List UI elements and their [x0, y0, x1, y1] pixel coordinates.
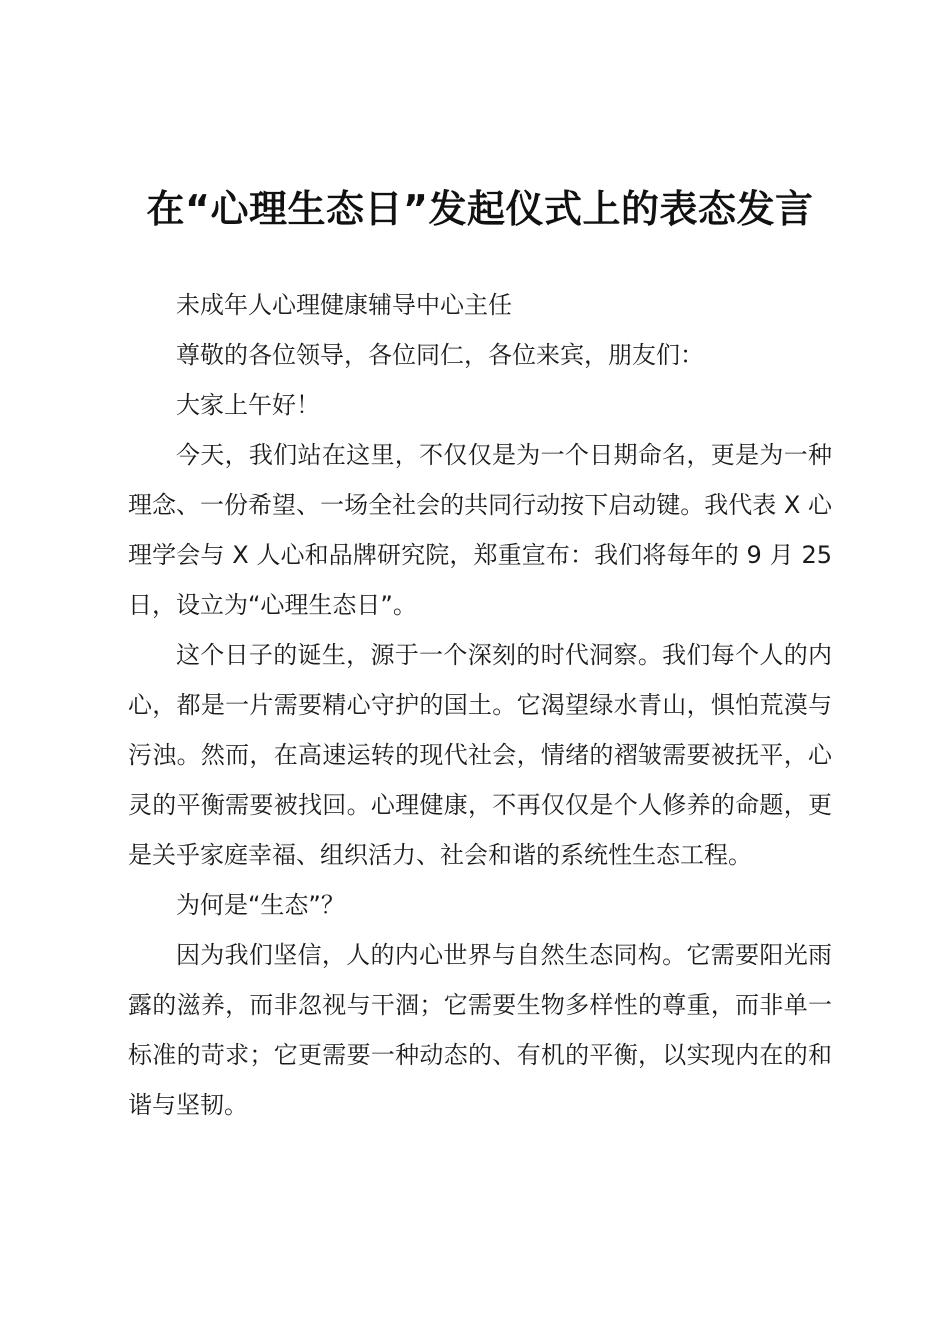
greeting: 大家上午好！	[176, 391, 320, 419]
paragraph: 这个日子的诞生，源于一个深刻的时代洞察。我们每个人的内心，都是一片需要精心守护的国土。它渴望绿水青山，惧怕荒漠与污浊。然而，在高速运转的现代社会，情绪的褶皱需要被抚平，心灵的平衡需要被找回。心理健康，不再仅仅是个人修养的命题，更是关乎家庭幸福、组织活力、社会和谐的系统性生态工程。	[128, 641, 832, 869]
paragraph: 为何是“生态”？	[176, 891, 345, 919]
paragraph: 因为我们坚信，人的内心世界与自然生态同构。它需要阳光雨露的滋养，而非忽视与干涸；它需要生物多样性的尊重，而非单一标准的苛求；它更需要一种动态的、有机的平衡，以实现内在的和谐与坚韧。	[128, 941, 832, 1119]
paragraph: 今天，我们站在这里，不仅仅是为一个日期命名，更是为一种理念、一份希望、一场全社会的共同行动按下启动键。我代表 X 心理学会与 X 人心和品牌研究院，郑重宣布：我们将每年的 9 月 25 日，设立为“心理生态日”。	[128, 441, 832, 619]
author-line: 未成年人心理健康辅导中心主任	[176, 291, 512, 319]
document-title: 在“心理生态日”发起仪式上的表态发言	[146, 187, 814, 231]
salutation: 尊敬的各位领导，各位同仁，各位来宾，朋友们：	[176, 341, 704, 369]
document-body	[128, 280, 832, 1130]
